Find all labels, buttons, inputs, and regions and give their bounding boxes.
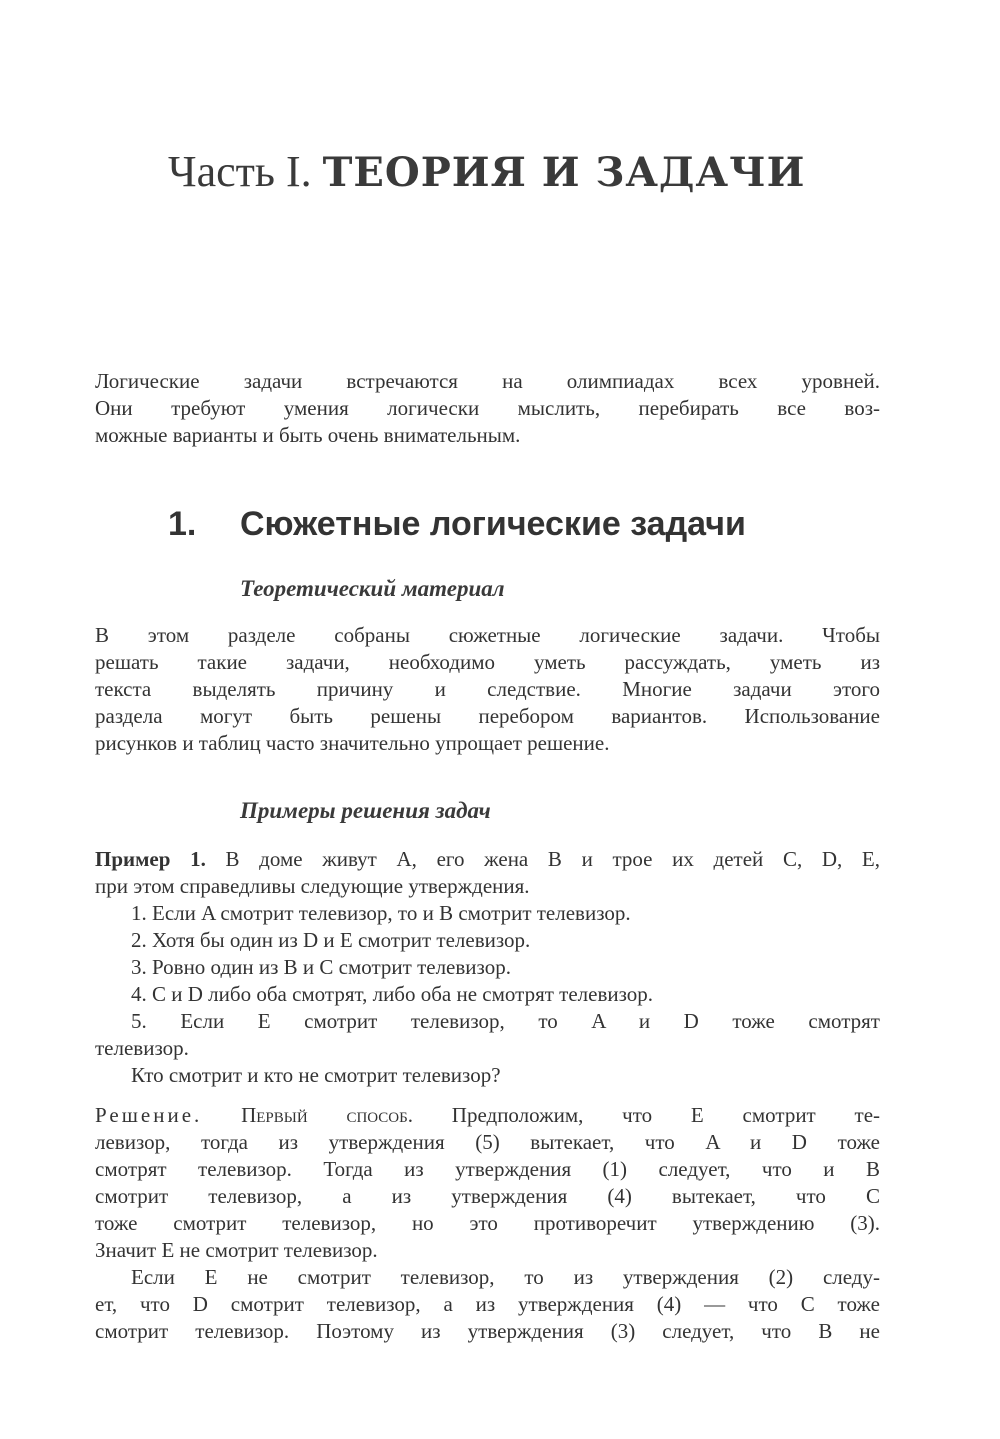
text-line: В этом разделе собраны сюжетные логические задачи. Чтобы — [95, 623, 880, 647]
text-line: Предположим, что E смотрит те- — [451, 1103, 881, 1127]
solution-method: Первый способ. — [241, 1103, 413, 1127]
part-heading: ТЕОРИЯ И ЗАДАЧИ — [322, 149, 806, 196]
theory-heading: Теоретический материал — [240, 576, 505, 601]
condition-item: 5. Если E смотрит телевизор, то A и D тоже смотрят — [131, 1009, 880, 1033]
text-line: Логические задачи встречаются на олимпиадах всех уровней. — [95, 369, 880, 393]
text-line: при этом справедливы следующие утверждения. — [95, 874, 530, 898]
text-line: текста выделять причину и следствие. Многие задачи этого — [95, 677, 880, 701]
condition-item: 2. Хотя бы один из D и E смотрит телевизор. — [131, 928, 531, 952]
part-label: Часть I. — [168, 147, 312, 196]
text-line: Они требуют умения логически мыслить, перебирать все воз- — [95, 396, 880, 420]
solution-label: Решение. — [95, 1103, 203, 1127]
condition-item: 1. Если A смотрит телевизор, то и B смотрит телевизор. — [131, 901, 631, 925]
example-label: Пример 1. — [95, 847, 206, 871]
text-line: ет, что D смотрит телевизор, а из утверждения (4) — что C тоже — [95, 1292, 880, 1316]
section-number: 1. — [168, 505, 197, 543]
text-line: В доме живут A, его жена B и трое их детей C, D, E, — [225, 847, 881, 871]
text-line: Если E не смотрит телевизор, то из утверждения (2) следу- — [131, 1265, 880, 1289]
text-line: телевизор. — [95, 1036, 189, 1060]
part-title — [168, 140, 908, 205]
text-line: рисунков и таблиц часто значительно упрощает решение. — [95, 731, 610, 755]
section-heading: Сюжетные логические задачи — [240, 505, 746, 543]
intro-paragraph — [95, 368, 880, 449]
example-question: Кто смотрит и кто не смотрит телевизор? — [131, 1063, 501, 1087]
example-first-line — [95, 846, 880, 873]
solution-first-line — [95, 1102, 880, 1129]
theory-paragraph — [95, 622, 880, 757]
text-line: смотрят телевизор. Тогда из утверждения (1) следует, что и B — [95, 1157, 880, 1181]
text-line: раздела могут быть решены перебором вариантов. Использование — [95, 704, 880, 728]
condition-item: 4. C и D либо оба смотрят, либо оба не смотрят телевизор. — [131, 982, 654, 1006]
section-title — [168, 502, 746, 546]
condition-item: 3. Ровно один из B и C смотрит телевизор. — [131, 955, 511, 979]
text-line: смотрит телевизор. Поэтому из утверждения (3) следует, что B не — [95, 1319, 880, 1343]
example-block — [95, 846, 880, 1089]
text-line: тоже смотрит телевизор, но это противоречит утверждению (3). — [95, 1211, 880, 1235]
text-line: можные варианты и быть очень внимательным. — [95, 423, 521, 447]
solution-block — [95, 1102, 880, 1345]
text-line: Значит E не смотрит телевизор. — [95, 1238, 378, 1262]
text-line: левизор, тогда из утверждения (5) вытекает, что A и D тоже — [95, 1130, 880, 1154]
examples-heading: Примеры решения задач — [240, 798, 491, 823]
text-line: решать такие задачи, необходимо уметь рассуждать, уметь из — [95, 650, 880, 674]
text-line: смотрит телевизор, а из утверждения (4) вытекает, что C — [95, 1184, 880, 1208]
